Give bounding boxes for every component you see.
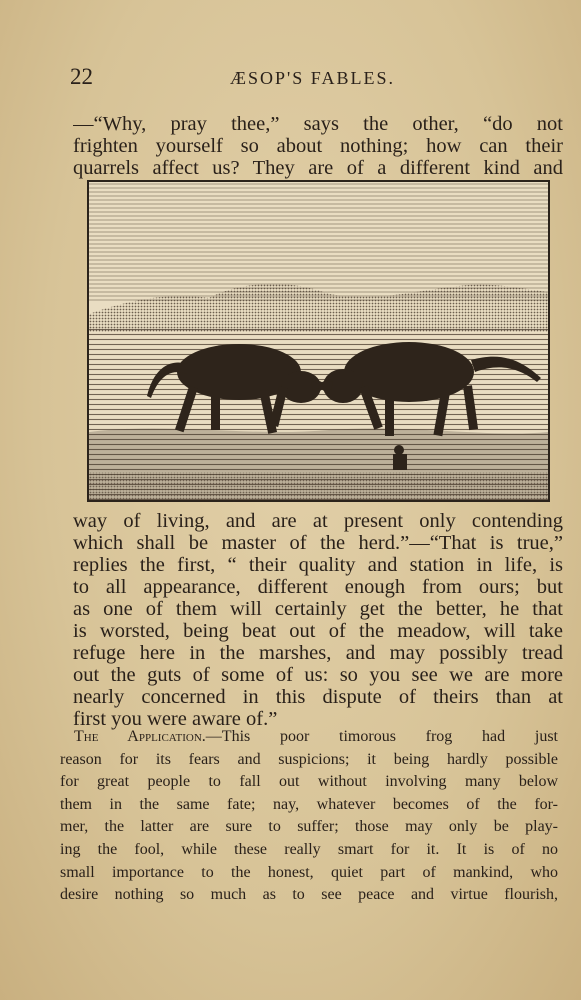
- text-line: them in the same fate; nay, whatever becomes of the for-: [60, 795, 558, 813]
- text-line: way of living, and are at present only contending: [73, 510, 563, 532]
- page-number: 22: [70, 64, 93, 89]
- application-first-line-text: —This poor timorous frog had just: [205, 728, 558, 745]
- text-line: which shall be master of the herd.”—“That is true,”: [73, 532, 563, 554]
- text-line: quarrels affect us? They are of a different kind and: [73, 157, 563, 179]
- text-line: replies the first, “ their quality and station in life, is: [73, 554, 563, 576]
- application-heading: The Application.: [74, 728, 206, 745]
- text-line: is worsted, being beat out of the meadow, will take: [73, 620, 563, 642]
- text-line: desire nothing so much as to see peace and virtue flourish,: [60, 886, 558, 904]
- text-line: —“Why, pray thee,” says the other, “do not: [73, 113, 563, 135]
- text-line: refuge here in the marshes, and may possibly tread: [73, 642, 563, 664]
- text-line: as one of them will certainly get the better, he that: [73, 598, 563, 620]
- top-paragraph: [73, 113, 563, 179]
- text-line: for great people to fall out without involving many below: [60, 773, 558, 791]
- text-line: small importance to the honest, quiet part of mankind, who: [60, 863, 558, 881]
- text-line: mer, the latter are sure to suffer; those may only be play-: [60, 818, 558, 836]
- running-head: ÆSOP'S FABLES.: [230, 68, 395, 88]
- text-line: nearly concerned in this dispute of theirs than at: [73, 686, 563, 708]
- woodcut-two-bulls-fighting-icon: [87, 180, 550, 502]
- middle-paragraph: [73, 510, 563, 730]
- application-paragraph: [60, 726, 558, 907]
- text-line: reason for its fears and suspicions; it being hardly possible: [60, 750, 558, 768]
- text-line: out the guts of some of us: so you see we are more: [73, 664, 563, 686]
- text-line: first you were aware of.”: [73, 708, 278, 730]
- application-first-line: [60, 726, 558, 749]
- text-line: to all appearance, different enough from ours; but: [73, 576, 563, 598]
- text-line: ing the fool, while these really smart for it. It is of no: [60, 840, 558, 858]
- text-line: frighten yourself so about nothing; how can their: [73, 135, 563, 157]
- page-header: [70, 64, 550, 94]
